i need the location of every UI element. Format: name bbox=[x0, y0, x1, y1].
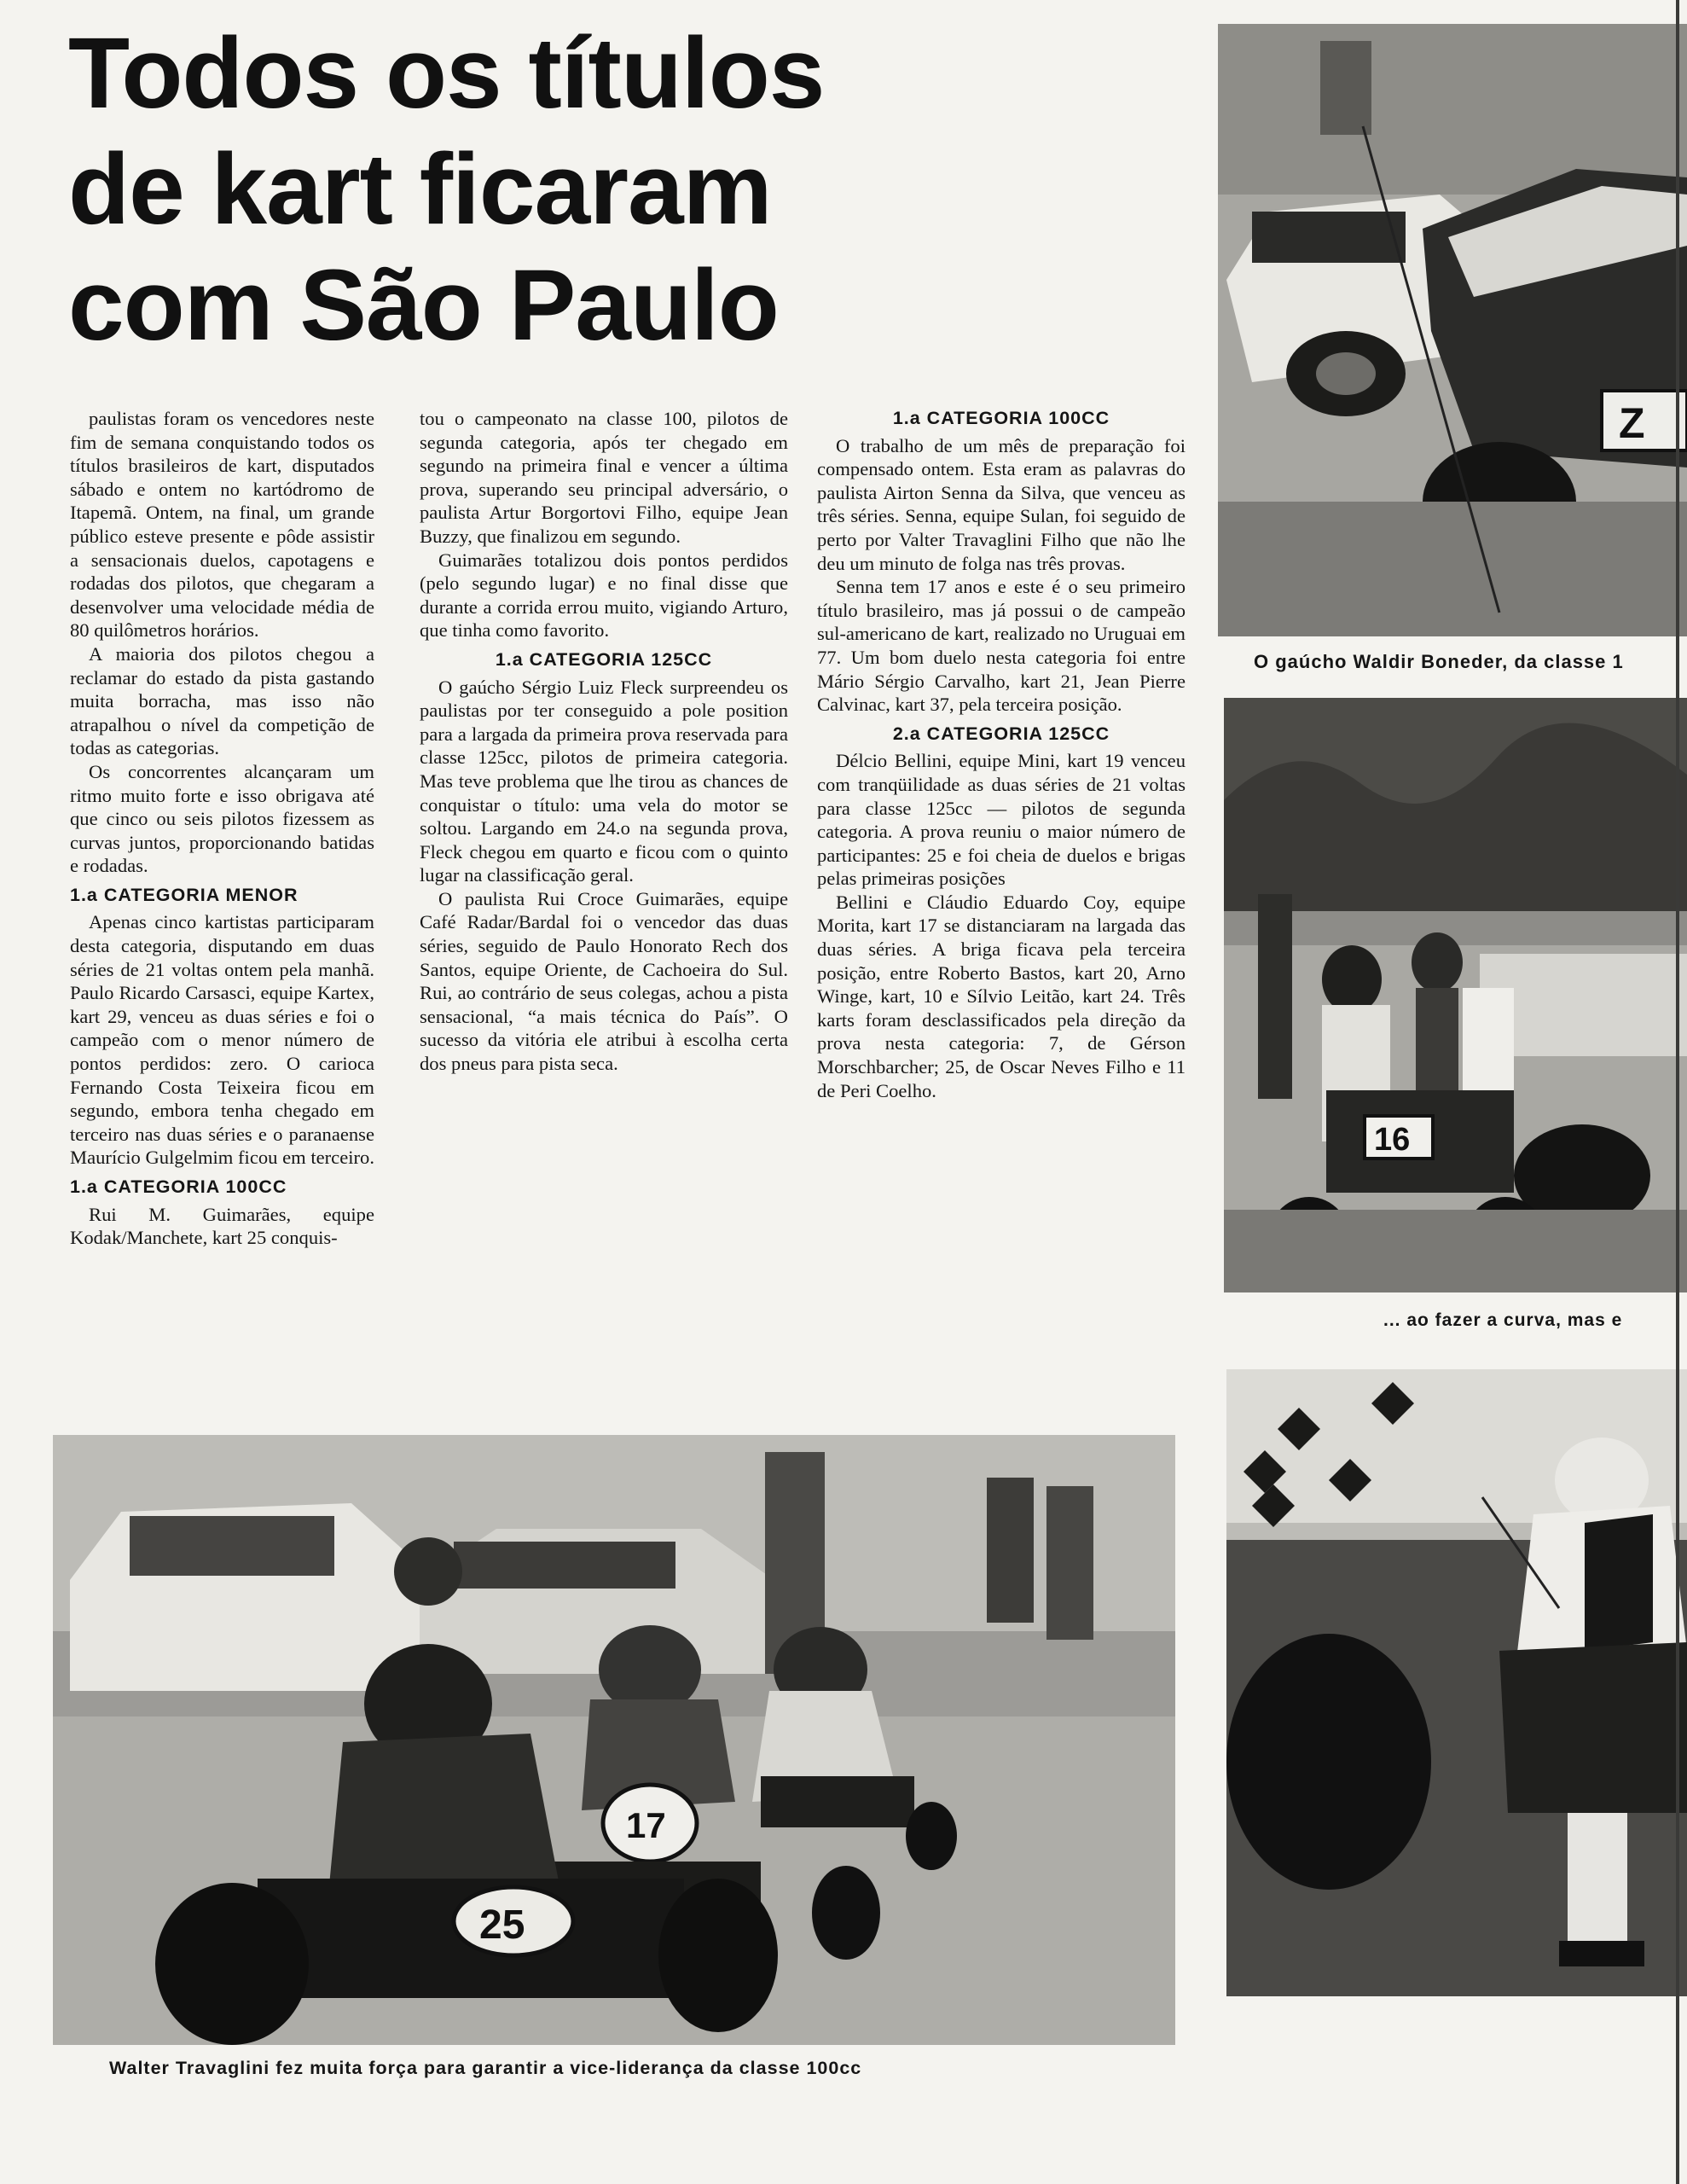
section-heading: 1.a CATEGORIA 125CC bbox=[495, 648, 713, 670]
section-heading: 2.a CATEGORIA 125CC bbox=[892, 723, 1110, 744]
headline-line-1: Todos os títulos bbox=[68, 17, 825, 130]
photo-kart-race bbox=[53, 1435, 1175, 2045]
paragraph: paulistas foram os vencedores neste fim de semana conquistando todos os títulos brasileiros de kart, disputados sábado e ontem no kartódromo de Itapemã. Ontem, na final, um grande público esteve presente e pôde assistir a sensacionais duelos, capotagens e rodadas dos pilotos, que chegaram a desenvolver uma velocidade média de 80 quilômetros horários. bbox=[70, 408, 374, 642]
photo-kart-turn-illustration bbox=[1224, 698, 1687, 1292]
photo-kart-turn bbox=[1224, 698, 1687, 1292]
section-heading: 1.a CATEGORIA 100CC bbox=[892, 408, 1110, 428]
paragraph: O paulista Rui Croce Guimarães, equipe Café Radar/Bardal foi o vencedor das duas séries, seguido de Paulo Honorato Rech dos Santos, equipe Oriente, de Cachoeira do Sul. Rui, ao contrário de seus colegas, achou a pista sensacional, “a mais técnica do País”. O sucesso da vitória ele atribui à escolha certa dos pneus para pista seca. bbox=[420, 887, 788, 1075]
headline-line-3: com São Paulo bbox=[68, 249, 779, 362]
paragraph: tou o campeonato na classe 100, pilotos de segunda categoria, após ter chegado em segundo na primeira final e vencer a última prova, superando seu principal adversário, o paulista Artur Borgortovi Filho, equipe Jean Buzzy, que finalizou em segundo. bbox=[420, 408, 788, 547]
paragraph: Apenas cinco kartistas participaram desta categoria, disputando em duas séries de 21 voltas ontem pela manhã. Paulo Ricardo Carsasci, equipe Kartex, kart 29, venceu as duas séries e foi o campeão com o menor número de pontos perdidos: zero. O carioca Fernando Costa Teixeira ficou em segundo, embora tenha chegado em terceiro nas duas séries e o paranaense Maurício Gulgelmim ficou em terceiro. bbox=[70, 911, 374, 1169]
photo-kart-race-illustration bbox=[53, 1435, 1175, 2045]
caption-top-right: O gaúcho Waldir Boneder, da classe 1 bbox=[1254, 651, 1624, 672]
article-column-2 bbox=[420, 407, 788, 1076]
paragraph: Os concorrentes alcançaram um ritmo muito forte e isso obrigava até que cinco ou seis pilotos fizessem as curvas juntos, proporcionando batidas e rodadas. bbox=[70, 760, 374, 877]
paragraph: A maioria dos pilotos chegou a reclamar do estado da pista gastando muita borracha, mas isso não atrapalhou o nível da competição de todas as categorias. bbox=[70, 642, 374, 759]
photo-cars-crash-illustration bbox=[1218, 24, 1687, 636]
photo-cars-crash bbox=[1218, 24, 1687, 636]
paragraph: Rui M. Guimarães, equipe Kodak/Manchete, kart 25 conquis- bbox=[70, 1203, 374, 1249]
section-heading: 1.a CATEGORIA 100CC bbox=[70, 1176, 287, 1197]
article-column-1 bbox=[70, 407, 374, 1250]
paragraph: Senna tem 17 anos e este é o seu primeiro título brasileiro, mas já possui o de campeão sul-americano de kart, realizado no Uruguai em 77. Um bom duelo nesta categoria foi entre Mário Sérgio Carvalho, kart 21, Jean Pierre Calvinac, kart 37, pela terceira posição. bbox=[817, 576, 1186, 716]
headline bbox=[68, 15, 1203, 363]
photo-driver-fall-illustration bbox=[1226, 1369, 1687, 1996]
paragraph: O trabalho de um mês de preparação foi compensado ontem. Esta eram as palavras do paulista Airton Senna da Silva, que venceu as três séries. Senna, equipe Sulan, foi seguido de perto por Valter Travaglini Filho que não lhe deu um minuto de folga nas três provas. bbox=[817, 434, 1186, 574]
caption-bottom: Walter Travaglini fez muita força para garantir a vice-liderança da classe 100cc bbox=[109, 2058, 862, 2078]
paragraph: Guimarães totalizou dois pontos perdidos (pelo segundo lugar) e no final disse que durante a corrida errou muito, vigiando Arturo, que tinha como favorito. bbox=[420, 549, 788, 642]
kart-number-17: 17 bbox=[626, 1805, 666, 1845]
paragraph: Délcio Bellini, equipe Mini, kart 19 venceu com tranqüilidade as duas séries de 21 voltas para classe 125cc — pilotos de segunda categoria. A prova reuniu o maior número de participantes: 25 e foi cheia de duelos e brigas pelas primeiras posições bbox=[817, 750, 1186, 890]
kart-number-text: 16 bbox=[1374, 1122, 1411, 1158]
article-column-3 bbox=[817, 407, 1186, 1102]
photo-driver-fall bbox=[1226, 1369, 1687, 1996]
section-heading: 1.a CATEGORIA MENOR bbox=[70, 884, 299, 905]
headline-line-2: de kart ficaram bbox=[68, 133, 772, 246]
license-plate-text: Z bbox=[1619, 399, 1645, 447]
column-divider bbox=[1676, 0, 1679, 2184]
caption-middle-right: ... ao fazer a curva, mas e bbox=[1383, 1310, 1623, 1330]
paragraph: Bellini e Cláudio Eduardo Coy, equipe Morita, kart 17 se distanciaram na largada das duas séries. A briga ficava pela terceira posição, entre Roberto Bastos, kart 20, Arno Winge, kart, 10 e Sílvio Leitão, kart 24. Três karts foram desclassificados pela direção da prova nesta categoria: 7, de Gérson Morschbarcher; 25, de Oscar Neves Filho e 11 de Peri Coelho. bbox=[817, 891, 1186, 1101]
kart-number-25: 25 bbox=[479, 1902, 525, 1948]
paragraph: O gaúcho Sérgio Luiz Fleck surpreendeu os paulistas por ter conseguido a pole position para a largada da primeira prova reservada para classe 125cc, pilotos de primeira categoria. Mas teve problema que lhe tirou as chances de conquistar o título: uma vela do motor se soltou. Largando em 24.o na segunda prova, Fleck chegou em quarto e ficou com o quinto lugar na classificação geral. bbox=[420, 676, 788, 886]
